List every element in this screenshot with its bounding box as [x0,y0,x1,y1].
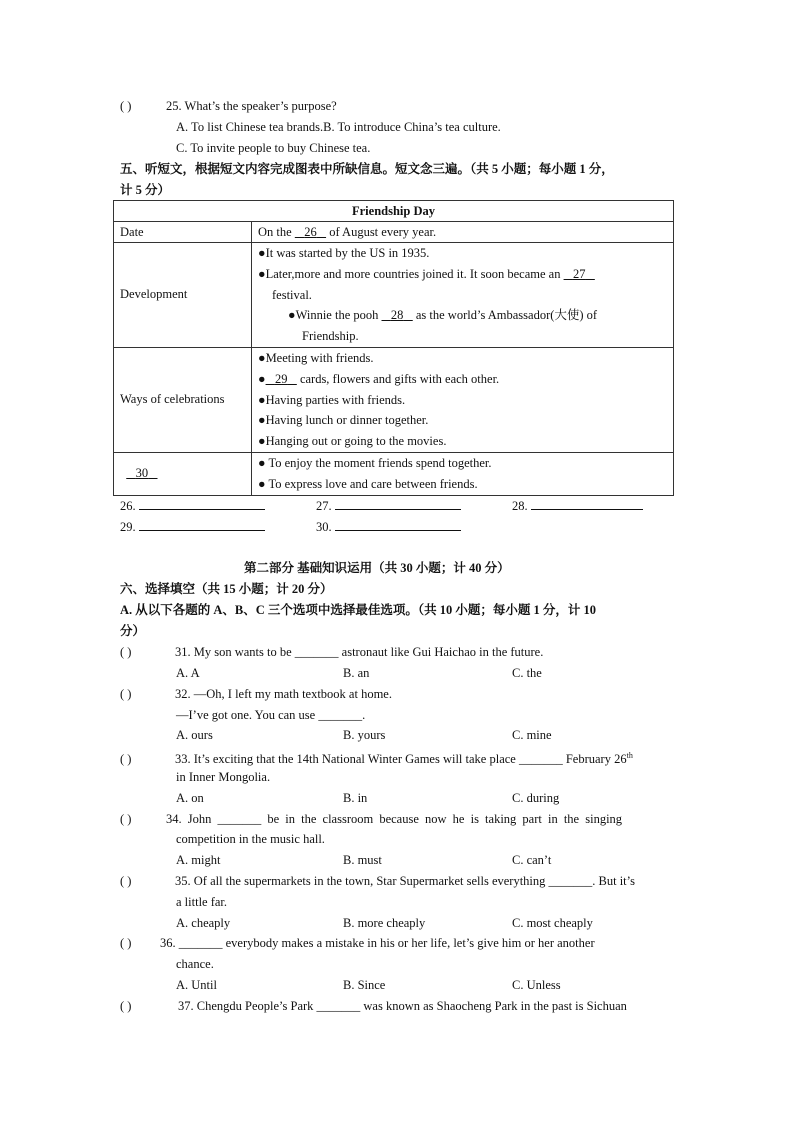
q35-option-b[interactable]: B. more cheaply [343,916,426,930]
answer-29: 29. [120,519,265,535]
q36-option-a[interactable]: A. Until [176,978,217,992]
q32-option-c[interactable]: C. mine [512,728,552,742]
date-cell: On the 26 of August every year. [252,222,674,243]
q36-option-b[interactable]: B. Since [343,978,386,992]
q34-option-a[interactable]: A. might [176,853,221,867]
question-33: ( ) 33. It’s exciting that the 14th National Winter Games will take place _______ February 26th [120,751,633,767]
bullet-icon: ● [258,434,266,449]
q33-option-c[interactable]: C. during [512,791,560,805]
question-35: ( ) 35. Of all the supermarkets in the town, Star Supermarket sells everything _______. But it’s [120,874,635,888]
bullet-icon: ● [258,476,266,491]
q35-option-c[interactable]: C. most cheaply [512,916,593,930]
answer-paren[interactable]: ( ) [120,936,132,950]
section5-heading: 五、听短文，根据短文内容完成图表中所缺信息。短文念三遍。（共 5 小题；每小题 1 分， [120,162,614,176]
answer-paren[interactable]: ( ) [120,687,132,701]
development-cell: ●It was started by the US in 1935. ●Later,more and more countries joined it. It soon became an 27 festival. ●Winnie the pooh 28 as the world’s Ambassador(大使) of Friendship. [252,243,674,348]
q33-option-b[interactable]: B. in [343,791,368,805]
answer-paren[interactable]: ( ) [120,812,132,826]
q36-option-c[interactable]: C. Unless [512,978,561,992]
q32-option-a[interactable]: A. ours [176,728,213,742]
answer-line[interactable] [139,519,265,531]
part2-heading: 第二部分 基础知识运用（共 30 小题；计 40 分） [244,561,510,575]
row5-cell: ● To enjoy the moment friends spend together. ● To express love and care between friends. [252,452,674,495]
answer-paren[interactable]: ( ) [120,645,132,659]
q31-option-b[interactable]: B. an [343,666,370,680]
bullet-icon: ● [258,246,266,260]
sectionA-heading: A. 从以下各题的 A、B、C 三个选项中选择最佳选项。（共 10 小题；每小题 1 分，计 10 [120,603,597,617]
ways-label: Ways of celebrations [114,347,252,452]
answer-line[interactable] [531,498,643,510]
section5-heading-cont: 计 5 分） [120,183,171,197]
answer-26: 26. [120,498,265,514]
question-34: ( ) 34. John _______ be in the classroom because now he is taking part in the singing [120,812,623,826]
bullet-icon: ● [258,392,266,407]
blank-28[interactable]: 28 [390,308,404,323]
date-label: Date [114,222,252,243]
answer-paren[interactable]: ( ) [120,874,132,888]
q36-line2: chance. [176,957,214,971]
question-36: ( ) 36. _______ everybody makes a mistake in his or her life, let’s give him or her another [120,936,595,950]
ways-cell: ●Meeting with friends. ● 29 cards, flowers and gifts with each other. ●Having parties with friends. ●Having lunch or dinner together. ●Hanging out or going to the movies. [252,347,674,452]
q35-option-a[interactable]: A. cheaply [176,916,231,930]
q25-option-c: C. To invite people to buy Chinese tea. [176,141,371,155]
answer-paren[interactable]: ( ) [120,999,132,1013]
sectionA-heading-cont: 分） [120,624,146,638]
q31-option-a[interactable]: A. A [176,666,200,680]
bullet-icon: ● [258,413,266,428]
q32-line2: —I’ve got one. You can use _______. [176,708,366,722]
question-37: ( ) 37. Chengdu People’s Park _______ was known as Shaocheng Park in the past is Sichuan [120,999,627,1013]
q35-line2: a little far. [176,895,228,909]
blank-27[interactable]: 27 [572,266,586,281]
q33-option-a[interactable]: A. on [176,791,204,805]
friendship-day-table [113,200,674,496]
development-label: Development [114,243,252,348]
blank-30[interactable]: 30 [135,466,149,481]
bullet-icon: ● [258,350,266,365]
q33-line2: in Inner Mongolia. [176,770,271,784]
answer-line[interactable] [335,498,461,510]
q32-option-b[interactable]: B. yours [343,728,386,742]
bullet-icon: ● [258,266,266,281]
q25-options-ab: A. To list Chinese tea brands.B. To introduce China’s tea culture. [176,120,501,134]
q25-stem-line [120,98,337,114]
q25-stem: 25. What’s the speaker’s purpose? [166,99,337,113]
blank-26[interactable]: 26 [304,224,317,239]
answer-paren[interactable]: ( ) [120,99,132,113]
blank-29[interactable]: 29 [274,371,288,386]
question-31: ( ) 31. My son wants to be _______ astronaut like Gui Haichao in the future. [120,645,544,659]
answer-27: 27. [316,498,461,514]
row5-label [114,452,252,495]
bullet-icon: ● [258,455,266,470]
bullet-icon: ● [258,371,266,386]
section6-heading: 六、选择填空（共 15 小题；计 20 分） [120,582,333,596]
answer-28: 28. [512,498,643,514]
q34-line2: competition in the music hall. [176,832,325,846]
q34-option-b[interactable]: B. must [343,853,382,867]
answer-paren[interactable]: ( ) [120,752,132,767]
answer-line[interactable] [335,519,461,531]
q34-option-c[interactable]: C. can’t [512,853,552,867]
answer-30: 30. [316,519,461,535]
table-title: Friendship Day [114,201,674,222]
q31-option-c[interactable]: C. the [512,666,542,680]
answer-line[interactable] [139,498,265,510]
bullet-icon: ● [288,308,296,323]
question-32: ( ) 32. —Oh, I left my math textbook at home. [120,687,392,701]
